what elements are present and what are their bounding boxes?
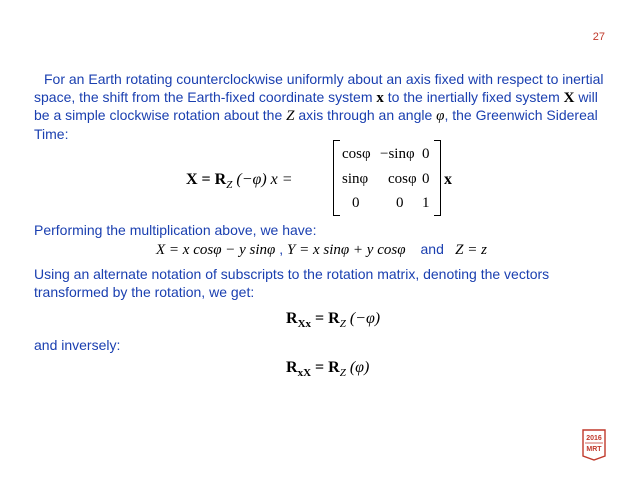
matrix-cell-2-3: 0 [422, 171, 430, 187]
eq1-argument: (−φ) x = [236, 171, 293, 188]
symbol-X: X [563, 89, 575, 106]
eq3-R: R [286, 310, 298, 327]
eq2-separator-1: , [275, 241, 287, 257]
intro-text-3: will be a simple clockwise rotation about the [34, 88, 598, 123]
multiplication-paragraph: Performing the multiplication above, we have: [34, 222, 317, 238]
intro-text-1: For an Earth rotating counterclockwise uniformly about an axis fixed with respect to inertial space, the shift from the Earth-fixed coordinate system [34, 71, 604, 105]
matrix-cell-3-1: 0 [352, 195, 360, 211]
matrix-cell-2-2: cosφ [388, 171, 417, 187]
intro-text-4: axis through an angle [294, 107, 437, 123]
eq1-rhs-x: x [444, 171, 452, 188]
eq4-subscript: xX [297, 367, 312, 379]
inverse-paragraph: and inversely: [34, 337, 121, 353]
eq1-lhs-text: X = R [186, 171, 227, 188]
matrix-cell-1-3: 0 [422, 146, 430, 162]
matrix-cell-2-1: sinφ [342, 171, 369, 187]
eq2-separator-2: and [420, 241, 444, 257]
symbol-x: x [376, 89, 384, 106]
rotation-matrix [333, 140, 441, 216]
eq1-subscript: Z [226, 179, 233, 191]
eq4-arg: (φ) [349, 359, 370, 376]
equation-4 [286, 359, 369, 377]
intro-paragraph [34, 71, 604, 143]
intro-text-2: to the inertially fixed system [383, 88, 564, 105]
page-number: 27 [592, 31, 605, 43]
matrix-cell-3-3: 1 [422, 195, 430, 211]
eq3-subscript-2: Z [339, 318, 346, 330]
eq3-mid: = R [311, 310, 340, 327]
eq2-part-1: X = x cosφ − y sinφ [156, 242, 276, 258]
matrix-cell-1-1: cosφ [342, 146, 371, 162]
equation-2 [156, 241, 487, 259]
badge-year: 2016 [586, 435, 602, 442]
eq3-subscript: Xx [297, 318, 312, 330]
matrix-cell-1-2: −sinφ [380, 146, 415, 162]
year-badge [582, 429, 606, 461]
notation-paragraph: Using an alternate notation of subscripts to the rotation matrix, denoting the vectors transformed by the rotation, we get: [34, 266, 550, 300]
eq2-part-3: Z = z [455, 242, 487, 258]
badge-label: MRT [586, 446, 602, 453]
eq4-R: R [286, 359, 298, 376]
symbol-Z: Z [286, 108, 295, 124]
eq2-part-2: Y = x sinφ + y cosφ [287, 242, 406, 258]
eq4-mid: = R [311, 359, 340, 376]
intro-text-5: , the Greenwich Sidereal Time: [34, 107, 598, 142]
equation-3 [286, 310, 380, 328]
symbol-phi: φ [436, 108, 445, 124]
matrix-cell-3-2: 0 [396, 195, 404, 211]
eq4-subscript-2: Z [339, 367, 346, 379]
equation-1-lhs [186, 171, 293, 189]
eq3-arg: (−φ) [349, 310, 381, 327]
